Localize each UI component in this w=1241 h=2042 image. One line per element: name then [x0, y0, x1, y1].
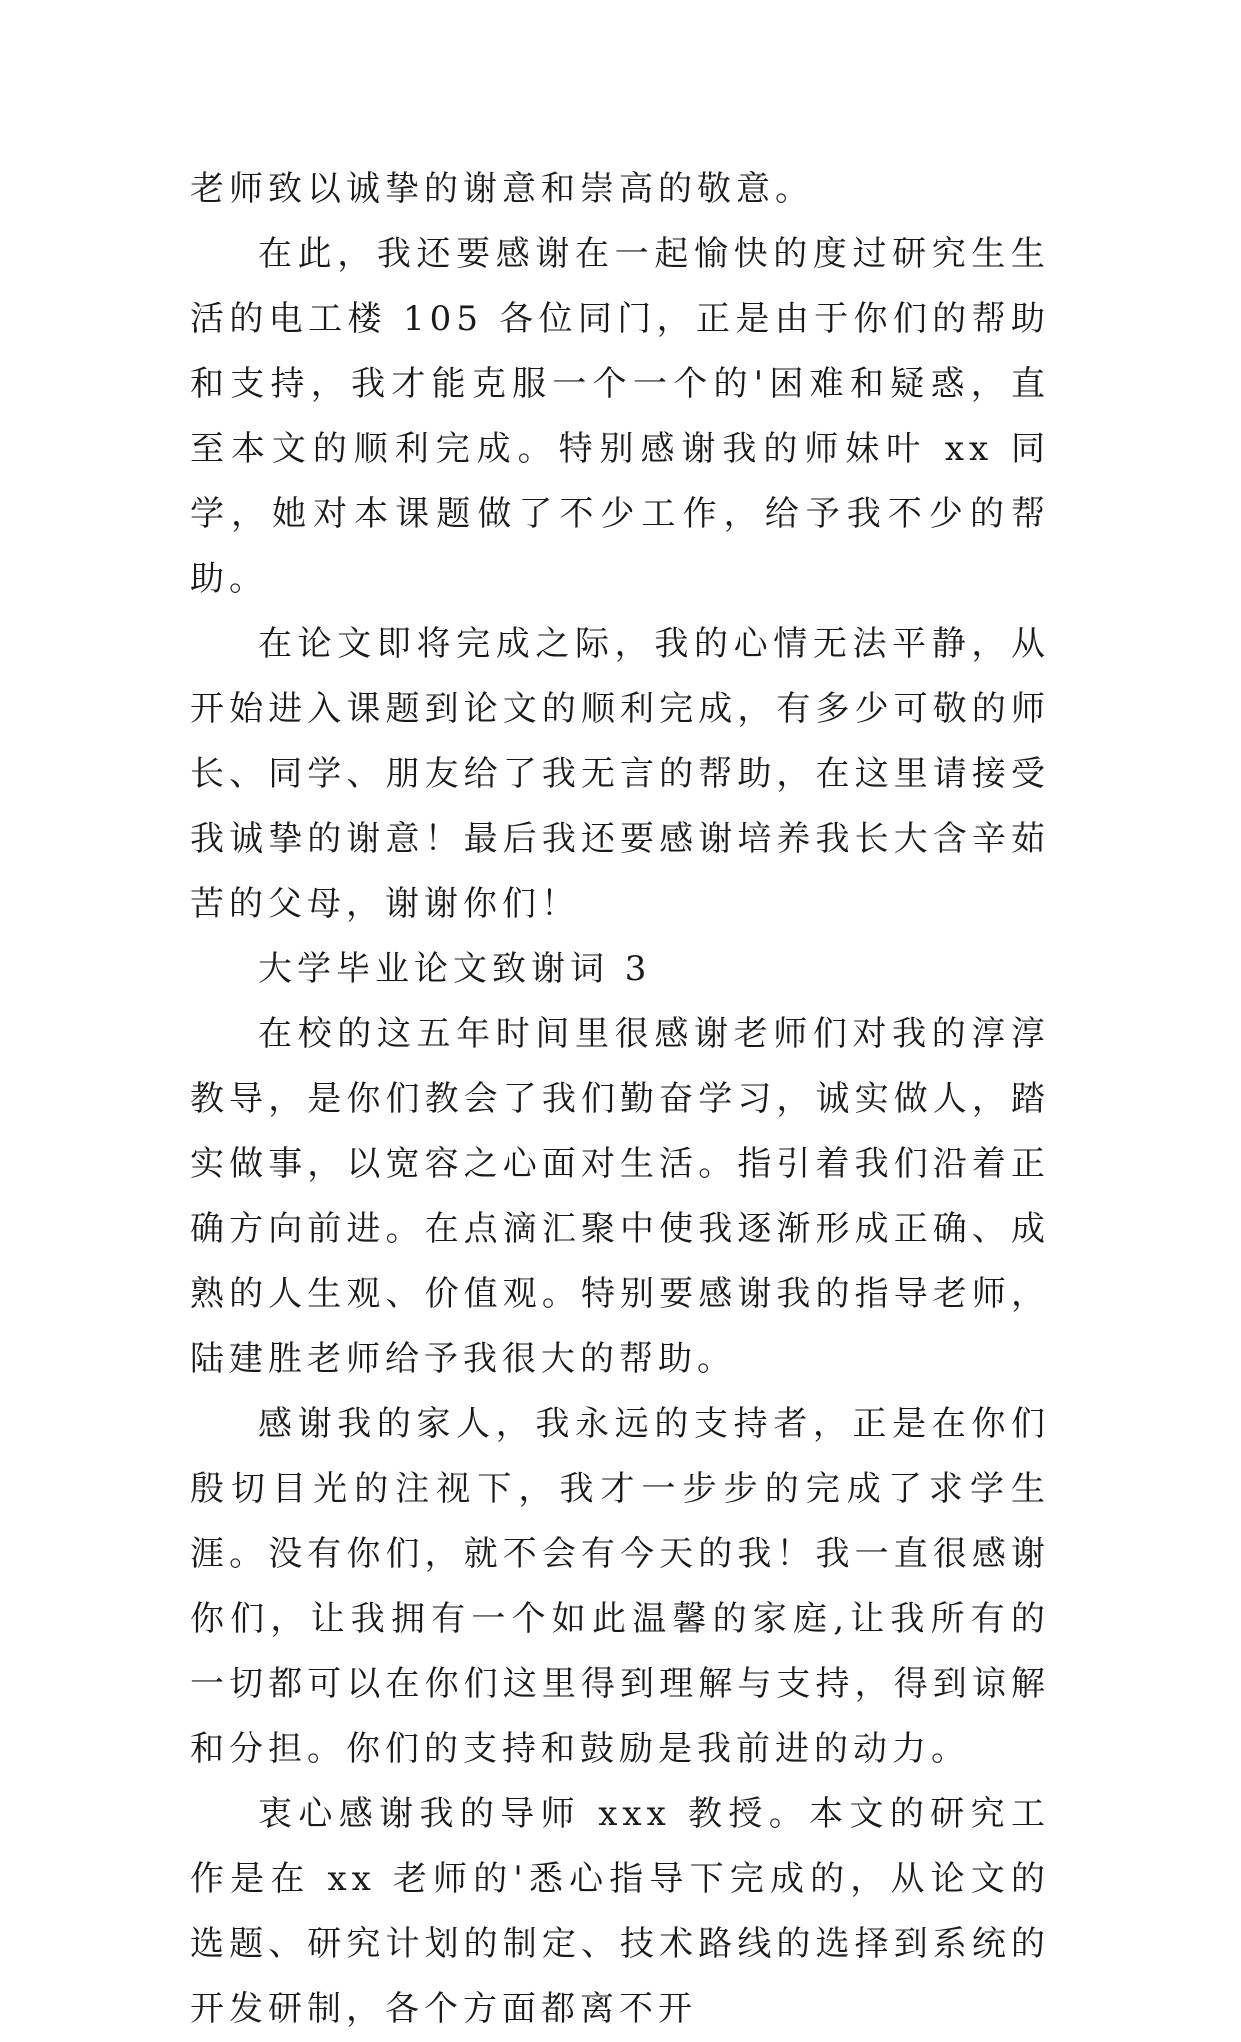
paragraph-continuation: 老师致以诚挚的谢意和崇高的敬意。 [190, 169, 814, 209]
paragraph-teachers-thanks: 在校的这五年时间里很感谢老师们对我的淳淳教导，是你们教会了我们勤奋学习，诚实做人，踏实做事，以宽容之心面对生活。指引着我们沿着正确方向前进。在点滴汇聚中使我逐渐形成正确、成熟的人生观、价值观。特别要感谢我的指导老师，陆建胜老师给予我很大的帮助。 [190, 1014, 1050, 1379]
paragraph-supervisor-thanks: 衷心感谢我的导师 xxx 教授。本文的研究工作是在 xx 老师的'悉心指导下完成的，从论文的选题、研究计划的制定、技术路线的选择到系统的开发研制，各个方面都离不开 [190, 1794, 1050, 2029]
section-heading: 大学毕业论文致谢词 3 [258, 949, 652, 989]
paragraph-closing-thanks: 在论文即将完成之际，我的心情无法平静，从开始进入课题到论文的顺利完成，有多少可敬的师长、同学、朋友给了我无言的帮助，在这里请接受我诚挚的谢意！最后我还要感谢培养我长大含辛茹苦的父母，谢谢你们！ [190, 624, 1050, 924]
paragraph-classmates-thanks: 在此，我还要感谢在一起愉快的度过研究生生活的电工楼 105 各位同门，正是由于你们的帮助和支持，我才能克服一个一个的'困难和疑惑，直至本文的顺利完成。特别感谢我的师妹叶 xx 同学，她对本课题做了不少工作，给予我不少的帮助。 [190, 234, 1050, 599]
document-body [190, 157, 1050, 2042]
paragraph-family-thanks: 感谢我的家人，我永远的支持者，正是在你们殷切目光的注视下，我才一步步的完成了求学生涯。没有你们，就不会有今天的我！我一直很感谢你们，让我拥有一个如此温馨的家庭,让我所有的一切都可以在你们这里得到理解与支持，得到谅解和分担。你们的支持和鼓励是我前进的动力。 [190, 1404, 1050, 1769]
